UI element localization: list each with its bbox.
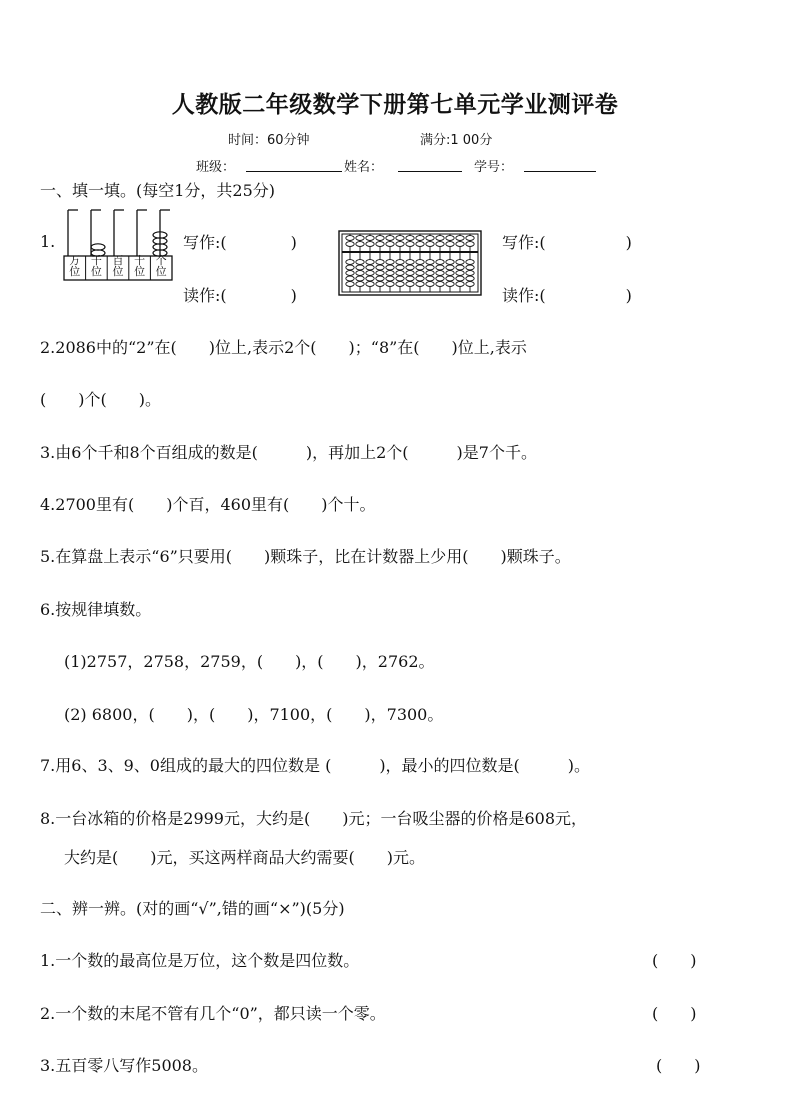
score-info: 满分:1 00分 — [420, 133, 493, 148]
question-2-line2: ( )个( )。 — [40, 390, 161, 409]
abacus-bead — [456, 282, 464, 287]
abacus-bead — [426, 260, 434, 265]
abacus-bead — [446, 242, 454, 247]
abacus-bead — [426, 265, 434, 270]
abacus-bead — [346, 282, 354, 287]
abacus-bead — [446, 271, 454, 276]
abacus-bead — [396, 265, 404, 270]
abacus-bead — [366, 265, 374, 270]
abacus-bead — [406, 282, 414, 287]
abacus-bead — [346, 265, 354, 270]
question-6-2: (2) 6800，( )，( )，7100，( )，7300。 — [64, 705, 444, 724]
abacus-bead — [366, 282, 374, 287]
question-8-line1: 8.一台冰箱的价格是2999元，大约是( )元；一台吸尘器的价格是608元， — [40, 809, 588, 828]
abacus-bead — [406, 260, 414, 265]
abacus-bead — [356, 276, 364, 281]
abacus-bead — [466, 282, 474, 287]
abacus-bead — [436, 260, 444, 265]
section1-heading: 一、填一填。(每空1分，共25分) — [40, 181, 276, 200]
question-8-line2: 大约是( )元，买这两样商品大约需要( )元。 — [64, 848, 425, 867]
abacus-icon — [338, 230, 482, 296]
abacus-bead — [426, 236, 434, 241]
id-blank[interactable] — [524, 157, 596, 172]
abacus-bead — [446, 276, 454, 281]
abacus-bead — [456, 276, 464, 281]
abacus-bead — [466, 236, 474, 241]
abacus-bead — [466, 260, 474, 265]
abacus-bead — [356, 242, 364, 247]
abacus-bead — [396, 276, 404, 281]
counter-label-shi: 十位 — [134, 254, 146, 278]
exam-title: 人教版二年级数学下册第七单元学业测评卷 — [171, 92, 619, 118]
abacus-bead — [426, 242, 434, 247]
time-info: 时间：60分钟 — [228, 133, 310, 148]
abacus-bead — [396, 282, 404, 287]
question-4: 4.2700里有( )个百，460里有( )个十。 — [40, 495, 376, 514]
abacus-bead — [376, 260, 384, 265]
counter-label-qian: 千位 — [90, 254, 102, 278]
abacus-bead — [416, 236, 424, 241]
abacus-bead — [406, 271, 414, 276]
q1-read2-blank[interactable]: 读作:( ) — [502, 286, 632, 305]
abacus-bead — [456, 260, 464, 265]
abacus-bead — [406, 236, 414, 241]
abacus-bead — [426, 282, 434, 287]
abacus-bead — [386, 236, 394, 241]
abacus-bead — [346, 236, 354, 241]
abacus-bead — [376, 276, 384, 281]
abacus-bead — [436, 265, 444, 270]
abacus-bead — [456, 242, 464, 247]
abacus-bead — [416, 282, 424, 287]
abacus-bead — [406, 276, 414, 281]
abacus-bead — [386, 242, 394, 247]
abacus-bead — [386, 260, 394, 265]
abacus-bead — [406, 242, 414, 247]
abacus-bead — [356, 282, 364, 287]
abacus-bead — [356, 265, 364, 270]
abacus-bead — [446, 282, 454, 287]
abacus-bead — [376, 265, 384, 270]
counter-labels — [64, 255, 172, 277]
class-label: 班级： — [196, 160, 236, 175]
abacus-bead — [356, 236, 364, 241]
judge-answer-3[interactable]: ( ) — [656, 1056, 701, 1075]
abacus-bead — [436, 282, 444, 287]
abacus-bead — [376, 271, 384, 276]
judge-item-2: 2.一个数的末尾不管有几个“0”，都只读一个零。 — [40, 1004, 386, 1023]
abacus-bead — [386, 282, 394, 287]
abacus-bead — [466, 265, 474, 270]
abacus-bead — [426, 276, 434, 281]
judge-answer-1[interactable]: ( ) — [652, 951, 697, 970]
abacus-bead — [456, 236, 464, 241]
abacus-bead — [346, 260, 354, 265]
q1-number: 1. — [40, 232, 56, 251]
abacus-bead — [416, 260, 424, 265]
abacus-bead — [446, 236, 454, 241]
abacus-bead — [466, 276, 474, 281]
abacus-bead — [386, 265, 394, 270]
abacus-bead — [396, 271, 404, 276]
abacus-bead — [366, 271, 374, 276]
abacus-bead — [366, 242, 374, 247]
q1-write2-blank[interactable]: 写作:( ) — [502, 233, 632, 252]
counter-label-bai: 百位 — [112, 254, 124, 278]
abacus-bead — [446, 260, 454, 265]
abacus-bead — [416, 242, 424, 247]
q1-write-blank[interactable]: 写作:( ) — [183, 233, 297, 252]
abacus-bead — [346, 242, 354, 247]
id-label: 学号： — [474, 160, 514, 175]
question-5: 5.在算盘上表示“6”只要用( )颗珠子，比在计数器上少用( )颗珠子。 — [40, 547, 571, 566]
abacus-bead — [396, 242, 404, 247]
abacus-bead — [356, 271, 364, 276]
abacus-bead — [396, 236, 404, 241]
abacus-bead — [466, 271, 474, 276]
name-label: 姓名： — [344, 160, 384, 175]
abacus-bead — [386, 271, 394, 276]
abacus-bead — [366, 276, 374, 281]
question-6: 6.按规律填数。 — [40, 600, 152, 619]
abacus-bead — [376, 282, 384, 287]
abacus-bead — [376, 236, 384, 241]
abacus-bead — [436, 242, 444, 247]
abacus-bead — [426, 271, 434, 276]
abacus-bead — [436, 276, 444, 281]
abacus-bead — [416, 276, 424, 281]
abacus-bead — [366, 236, 374, 241]
abacus-bead — [436, 271, 444, 276]
counter-label-ge: 个位 — [155, 254, 167, 278]
abacus-bead — [386, 276, 394, 281]
abacus-bead — [406, 265, 414, 270]
abacus-bead — [456, 271, 464, 276]
abacus-bead — [376, 242, 384, 247]
judge-item-3: 3.五百零八写作5008。 — [40, 1056, 208, 1075]
question-7: 7.用6、3、9、0组成的最大的四位数是 ( )，最小的四位数是( )。 — [40, 756, 591, 775]
question-3: 3.由6个千和8个百组成的数是( )，再加上2个( )是7个千。 — [40, 443, 537, 462]
abacus-bead — [416, 265, 424, 270]
counter-label-wan: 万位 — [69, 254, 81, 278]
question-2-line1: 2.2086中的“2”在( )位上,表示2个( )；“8”在( )位上,表示 — [40, 338, 527, 357]
abacus-bead — [396, 260, 404, 265]
abacus-bead — [446, 265, 454, 270]
section2-heading: 二、辨一辨。(对的画“√”,错的画“×”)(5分) — [40, 899, 345, 918]
abacus-bead — [436, 236, 444, 241]
abacus-bead — [346, 276, 354, 281]
abacus-bead — [366, 260, 374, 265]
abacus-bead — [346, 271, 354, 276]
abacus-bead — [466, 242, 474, 247]
question-6-1: (1)2757，2758，2759，( )，( )，2762。 — [64, 652, 435, 671]
class-blank[interactable] — [246, 157, 342, 172]
q1-read-blank[interactable]: 读作:( ) — [183, 286, 297, 305]
judge-item-1: 1.一个数的最高位是万位，这个数是四位数。 — [40, 951, 360, 970]
abacus-bead — [356, 260, 364, 265]
judge-answer-2[interactable]: ( ) — [652, 1004, 697, 1023]
name-blank[interactable] — [398, 157, 462, 172]
abacus-bead — [456, 265, 464, 270]
abacus-bead — [416, 271, 424, 276]
